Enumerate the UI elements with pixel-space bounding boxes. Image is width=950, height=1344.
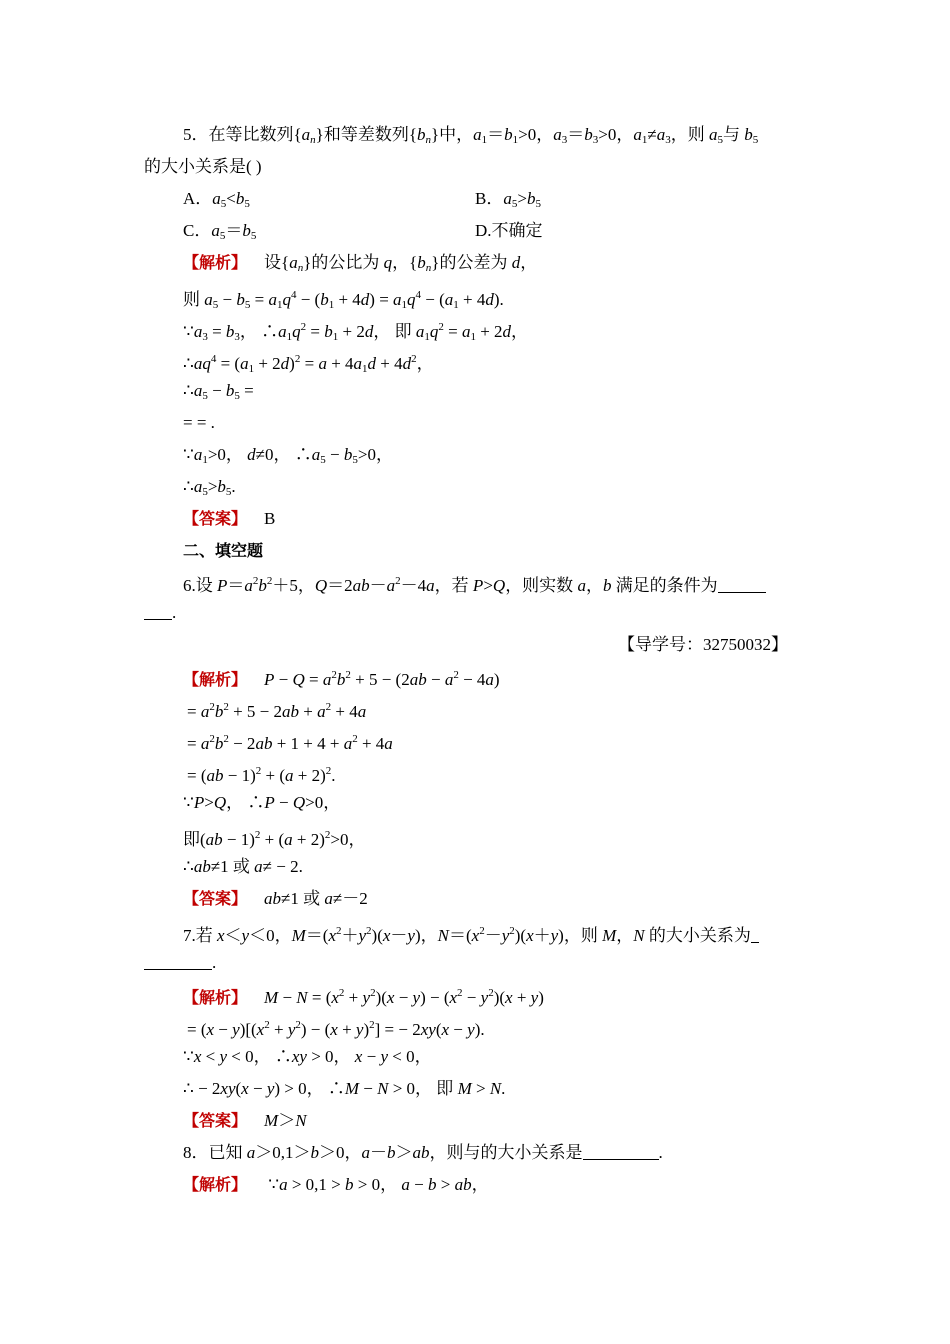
q5-option-d: D.不确定 (475, 221, 543, 240)
q7-analysis-line1: 【解析】 $M - N = (x^2 + y^2)(x - y) - (x^2 - y^2)(x + y)$ (183, 987, 544, 1007)
analysis-tag: 【解析】 (183, 988, 248, 1007)
q6-stem-line2: . (144, 602, 176, 624)
analysis-tag: 【解析】 (183, 670, 248, 689)
q5-analysis-line6: = = . (183, 413, 215, 432)
q7-stem-line1: 7.若 x＜y＜0，$M=(x^2+y^2)(x-y)$，$N=(x^2-y^2)(x+y)$，则 M，N 的大小关系为 (183, 920, 759, 947)
q5-stem-line1: 5．在等比数列$\{a_n\}$和等差数列$\{b_n\}$中，$a_1=b_1>0$，$a_3=b_3>0$，$a_1\ne a_3$，则 $a_5$与 $b_5$ (183, 125, 759, 146)
q5-option-b: B．$a_5>b_5$ (475, 189, 541, 210)
q5-analysis-line1: 【解析】 设$\{a_n\}$的公比为 q，$\{b_n\}$的公差为 d， (183, 253, 538, 274)
q5-analysis-line4: $\therefore aq^4 = (a_1 + 2d)^2 = a + 4a_1d + 4d^2$， (183, 353, 434, 375)
q6-analysis-line1: 【解析】 $P - Q = a^2b^2 + 5 - (2ab - a^2 - 4a)$ (183, 669, 500, 689)
q6-analysis-line4: = $(ab - 1)^2 + (a + 2)^2$. (187, 765, 336, 785)
q6-analysis-line6: 即$(ab - 1)^2 + (a + 2)^2>0$， (183, 829, 366, 849)
q5-analysis-line5: $\therefore a_5 - b_5$ = (183, 381, 254, 402)
q6-analysis-line2: = $a^2b^2 + 5 - 2ab + a^2 + 4a$ (187, 701, 367, 721)
q6-analysis-line3: = $a^2b^2 - 2ab + 1 + 4 + a^2 + 4a$ (187, 733, 393, 753)
q5-analysis-line2: 则 $a_5 - b_5 = a_1q^4 - (b_1 + 4d) = a_1q^4 - (a_1 + 4d)$. (183, 289, 504, 311)
q7-analysis-line4: ∴ − 2xy(x − y) > 0， ∴M − N > 0， 即 M > N. (183, 1079, 506, 1098)
q6-analysis-line5: ∵P>Q， ∴P − Q>0， (183, 793, 341, 812)
q5-analysis-line3: $\because a_3 = b_3$， $\therefore a_1q^2 = b_1 + 2d$， 即 $a_1q^2 = a_1 + 2d$， (183, 321, 529, 343)
q8-analysis-line1: 【解析】 ∵a > 0,1 > b > 0， a − b > ab， (183, 1175, 489, 1194)
q5-analysis-line8: $\therefore a_5>b_5$. (183, 477, 236, 498)
section-title: 二、填空题 (183, 541, 264, 560)
q5-stem-line2: 的大小关系是( ) (144, 157, 262, 176)
q6-answer: 【答案】 ab≠1 或 a≠－2 (183, 889, 368, 908)
q7-analysis-line3: ∵x < y < 0， ∴xy > 0， x − y < 0， (183, 1047, 432, 1066)
answer-tag: 【答案】 (183, 1111, 248, 1130)
answer-tag: 【答案】 (183, 509, 248, 528)
q6-stem-line1: 6.设 $P=a^2b^2+5$，$Q=2ab-a^2-4a$，若 P>Q，则实数 a，b 满足的条件为 (183, 570, 766, 597)
guide-number: 【导学号：32750032】 (618, 635, 788, 654)
analysis-tag: 【解析】 (183, 1175, 248, 1194)
analysis-tag: 【解析】 (183, 253, 248, 272)
q7-analysis-line2: = $(x - y)[(x^2 + y^2) - (x + y)^2]$ = − 2xy(x − y). (187, 1019, 485, 1039)
q7-answer: 【答案】 M＞N (183, 1111, 307, 1130)
q5-answer (183, 508, 275, 530)
q7-stem-line2: . (144, 952, 216, 974)
q8-stem: 8．已知 a＞0,1＞b＞0，a－b＞ab，则与的大小关系是 . (183, 1143, 663, 1162)
q5-analysis-line7: $\because a_1>0$， d≠0， $\therefore a_5 - b_5>0$， (183, 445, 393, 466)
q5-answer-value: B (264, 509, 276, 528)
q6-analysis-line7: ∴ab≠1 或 a≠ − 2. (183, 857, 303, 876)
answer-tag: 【答案】 (183, 889, 248, 908)
q5-option-c: C．$a_5=b_5$ (183, 221, 257, 242)
q5-option-a: A．$a_5<b_5$ (183, 189, 250, 210)
